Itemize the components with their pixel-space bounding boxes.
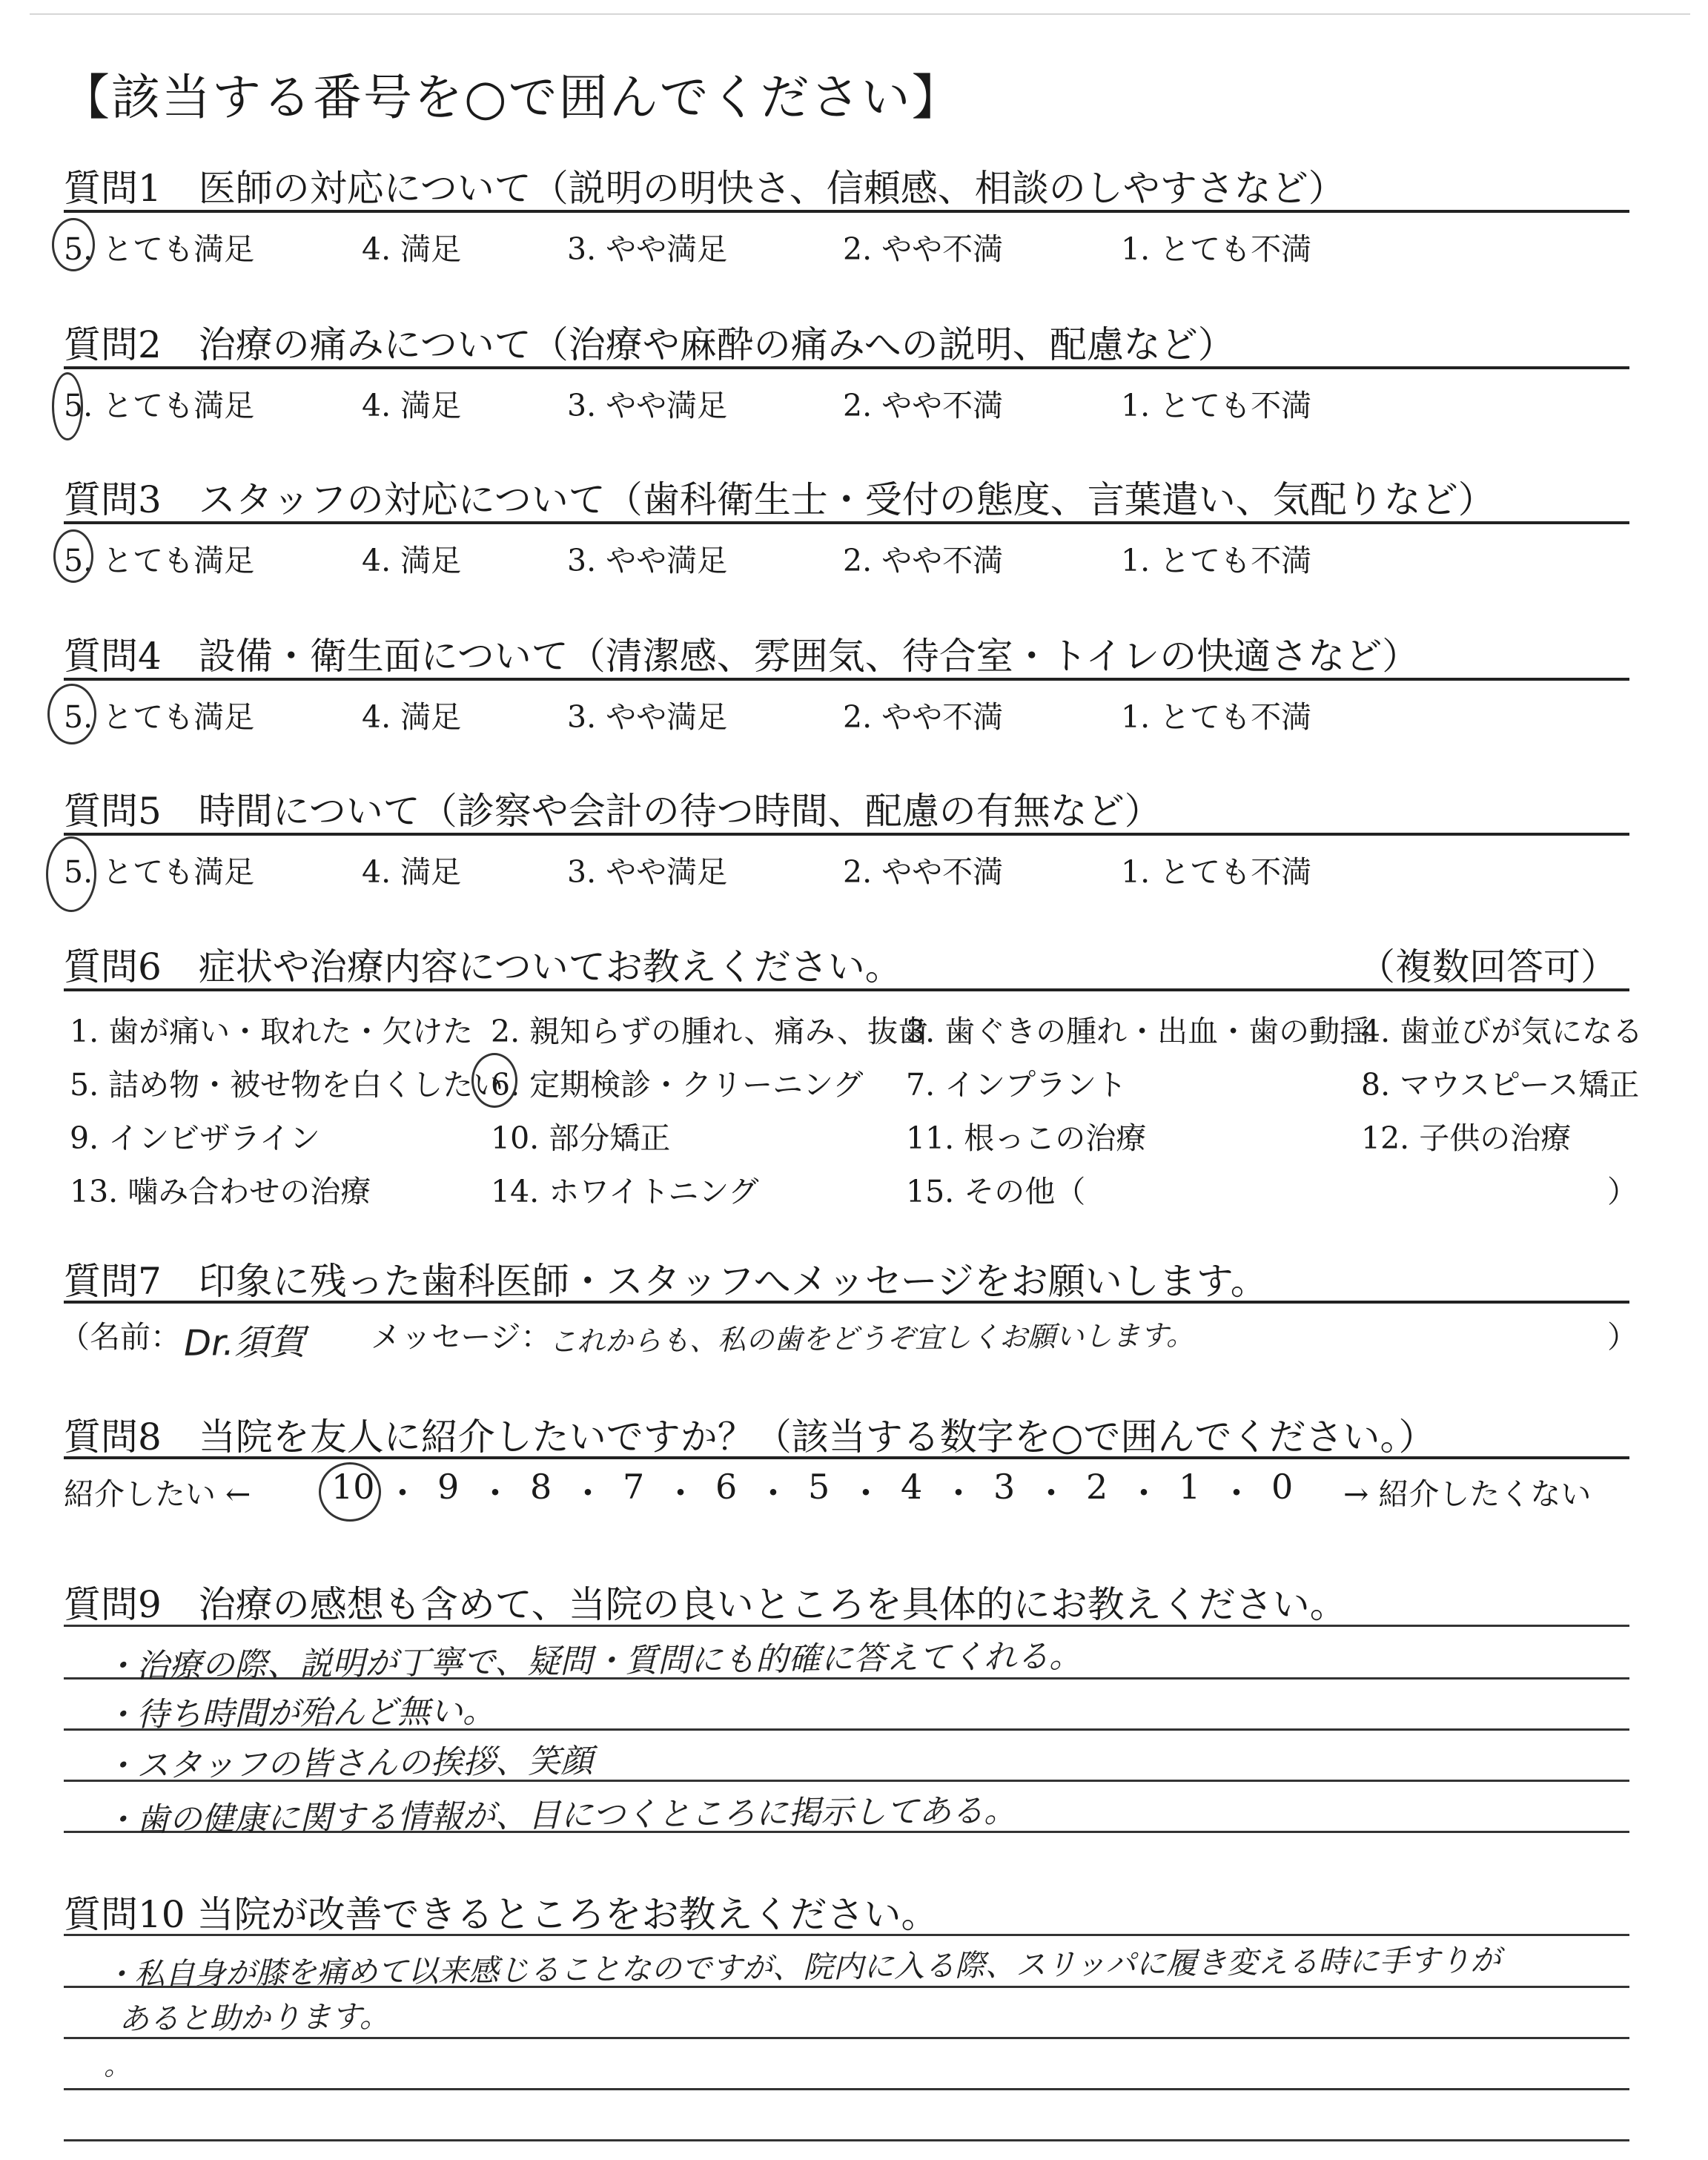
q4-option-4[interactable]: 4. 満足	[362, 699, 462, 735]
question-4-rule	[64, 678, 1629, 681]
question-7-label: 質問7 印象に残った歯科医師・スタッフへメッセージをお願いします。	[64, 1260, 1268, 1303]
q6-item-1[interactable]: 1. 歯が痛い・取れた・欠けた	[70, 1014, 474, 1049]
q8-number-0[interactable]: 0	[1271, 1467, 1294, 1507]
question-2-label: 質問2 治療の痛みについて（治療や麻酔の痛みへの説明、配慮など）	[64, 323, 1235, 366]
question-8-rule	[64, 1456, 1629, 1459]
question-6-label: 質問6 症状や治療内容についてお教えください。	[64, 945, 902, 988]
q5-option-1[interactable]: 1. とても不満	[1121, 854, 1312, 890]
q6-item-15-close-paren: ）	[1607, 1174, 1638, 1209]
q1-option-4[interactable]: 4. 満足	[362, 231, 462, 267]
q9-answer-2[interactable]: ・待ち時間が殆んど無い。	[103, 1692, 496, 1734]
q1-option-1[interactable]: 1. とても不満	[1121, 231, 1312, 267]
q2-option-3[interactable]: 3. やや満足	[567, 388, 728, 423]
q3-option-5[interactable]: 5. とても満足	[64, 543, 255, 578]
q10-answer-2[interactable]: あると助かります。	[118, 1998, 391, 2037]
page-top-border	[30, 13, 1690, 15]
page-title: 【該当する番号を○で囲んでください】	[61, 69, 962, 126]
q6-item-8[interactable]: 8. マウスピース矯正	[1361, 1067, 1640, 1103]
question-6-note: （複数回答可）	[1358, 945, 1618, 988]
q7-message-value[interactable]: これからも、私の歯をどうぞ宜しくお願いします。	[548, 1318, 1195, 1358]
q8-number-6[interactable]: 6	[715, 1467, 738, 1507]
q8-separator: ・	[385, 1473, 420, 1513]
q6-item-2[interactable]: 2. 親知らずの腫れ、痛み、抜歯	[491, 1014, 929, 1049]
q8-separator: ・	[1127, 1473, 1161, 1513]
q10-answer-1[interactable]: ・私自身が膝を痛めて以来感じることなのですが、院内に入る際、スリッパに履き変える時に手すりが	[103, 1942, 1501, 1992]
q8-separator: ・	[478, 1473, 512, 1513]
q9-line	[64, 1625, 1629, 1627]
q3-option-3[interactable]: 3. やや満足	[567, 543, 728, 578]
q8-separator: ・	[1219, 1473, 1254, 1513]
question-3-rule	[64, 521, 1629, 524]
q8-number-1[interactable]: 1	[1179, 1467, 1201, 1507]
q8-number-7[interactable]: 7	[623, 1467, 645, 1507]
question-8-label: 質問8 当院を友人に紹介したいですか？（該当する数字を○で囲んでください。）	[64, 1416, 1436, 1459]
q6-item-6[interactable]: 6. 定期検診・クリーニング	[491, 1067, 864, 1103]
q5-option-4[interactable]: 4. 満足	[362, 854, 462, 890]
q8-number-4[interactable]: 4	[901, 1467, 923, 1507]
q6-item-13[interactable]: 13. 噛み合わせの治療	[70, 1174, 371, 1209]
q8-number-5[interactable]: 5	[808, 1467, 830, 1507]
q10-line	[64, 2037, 1629, 2039]
question-1-rule	[64, 210, 1629, 213]
q4-option-2[interactable]: 2. やや不満	[843, 699, 1004, 735]
q3-option-2[interactable]: 2. やや不満	[843, 543, 1004, 578]
q5-option-3[interactable]: 3. やや満足	[567, 854, 728, 890]
q6-item-7[interactable]: 7. インプラント	[906, 1067, 1128, 1103]
q2-option-1[interactable]: 1. とても不満	[1121, 388, 1312, 423]
q6-item-4[interactable]: 4. 歯並びが気になる	[1361, 1014, 1644, 1049]
q9-answer-4[interactable]: ・歯の健康に関する情報が、目につくところに掲示してある。	[103, 1791, 1017, 1840]
q10-line	[64, 2088, 1629, 2090]
q1-option-3[interactable]: 3. やや満足	[567, 231, 728, 267]
question-9-label: 質問9 治療の感想も含めて、当院の良いところを具体的にお教えください。	[64, 1583, 1347, 1626]
q6-item-12[interactable]: 12. 子供の治療	[1361, 1120, 1572, 1156]
q9-answer-3[interactable]: ・スタッフの皆さんの挨拶、笑顔	[103, 1742, 594, 1786]
q8-number-2[interactable]: 2	[1086, 1467, 1108, 1507]
q10-line	[64, 1934, 1629, 1936]
q2-option-5[interactable]: 5. とても満足	[64, 388, 255, 423]
q7-message-label: メッセージ：	[371, 1319, 552, 1355]
q10-answer-3[interactable]: 。	[103, 2050, 131, 2082]
q8-separator: ・	[663, 1473, 698, 1513]
question-2-rule	[64, 366, 1629, 369]
q8-separator: ・	[941, 1473, 976, 1513]
q8-number-8[interactable]: 8	[530, 1467, 552, 1507]
q8-separator: ・	[571, 1473, 605, 1513]
q3-option-4[interactable]: 4. 満足	[362, 543, 462, 578]
q5-option-2[interactable]: 2. やや不満	[843, 854, 1004, 890]
q8-left-label: 紹介したい ←	[64, 1476, 251, 1512]
q2-option-4[interactable]: 4. 満足	[362, 388, 462, 423]
question-5-label: 質問5 時間について（診察や会計の待つ時間、配慮の有無など）	[64, 790, 1162, 833]
question-7-rule	[64, 1301, 1629, 1304]
question-3-label: 質問3 スタッフの対応について（歯科衛生士・受付の態度、言葉遣い、気配りなど）	[64, 478, 1495, 521]
q9-answer-1[interactable]: ・治療の際、説明が丁寧で、疑問・質問にも的確に答えてくれる。	[103, 1637, 1082, 1685]
q8-right-label: → 紹介したくない	[1343, 1476, 1592, 1512]
q8-separator: ・	[849, 1473, 883, 1513]
q8-number-10[interactable]: 10	[331, 1467, 375, 1507]
q6-item-15[interactable]: 15. その他（	[906, 1174, 1086, 1209]
q2-option-2[interactable]: 2. やや不満	[843, 388, 1004, 423]
q6-item-11[interactable]: 11. 根っこの治療	[906, 1120, 1147, 1156]
q4-option-5[interactable]: 5. とても満足	[64, 699, 255, 735]
q8-number-9[interactable]: 9	[437, 1467, 460, 1507]
q4-option-3[interactable]: 3. やや満足	[567, 699, 728, 735]
q7-name-label: （名前：	[59, 1319, 181, 1355]
q8-separator: ・	[1034, 1473, 1068, 1513]
question-5-rule	[64, 833, 1629, 836]
q1-option-2[interactable]: 2. やや不満	[843, 231, 1004, 267]
question-4-label: 質問4 設備・衛生面について（清潔感、雰囲気、待合室・トイレの快適さなど）	[64, 635, 1420, 678]
q5-option-5[interactable]: 5. とても満足	[64, 854, 255, 890]
q1-option-5[interactable]: 5. とても満足	[64, 231, 255, 267]
q10-line	[64, 2139, 1629, 2141]
q6-item-14[interactable]: 14. ホワイトニング	[491, 1174, 759, 1209]
q7-name-value[interactable]: Dr.須賀	[183, 1321, 305, 1364]
q4-option-1[interactable]: 1. とても不満	[1121, 699, 1312, 735]
question-1-label: 質問1 医師の対応について（説明の明快さ、信頼感、相談のしやすさなど）	[64, 167, 1345, 210]
q3-option-1[interactable]: 1. とても不満	[1121, 543, 1312, 578]
q6-item-10[interactable]: 10. 部分矯正	[491, 1120, 671, 1156]
q7-close-paren: ）	[1607, 1319, 1638, 1355]
question-6-rule	[64, 988, 1629, 991]
q6-item-3[interactable]: 3. 歯ぐきの腫れ・出血・歯の動揺	[906, 1014, 1371, 1049]
q8-separator: ・	[756, 1473, 790, 1513]
q8-number-3[interactable]: 3	[993, 1467, 1016, 1507]
q6-item-5[interactable]: 5. 詰め物・被せ物を白くしたい	[70, 1067, 504, 1103]
question-10-label: 質問10 当院が改善できるところをお教えください。	[64, 1893, 939, 1936]
q6-item-9[interactable]: 9. インビザライン	[70, 1120, 320, 1156]
